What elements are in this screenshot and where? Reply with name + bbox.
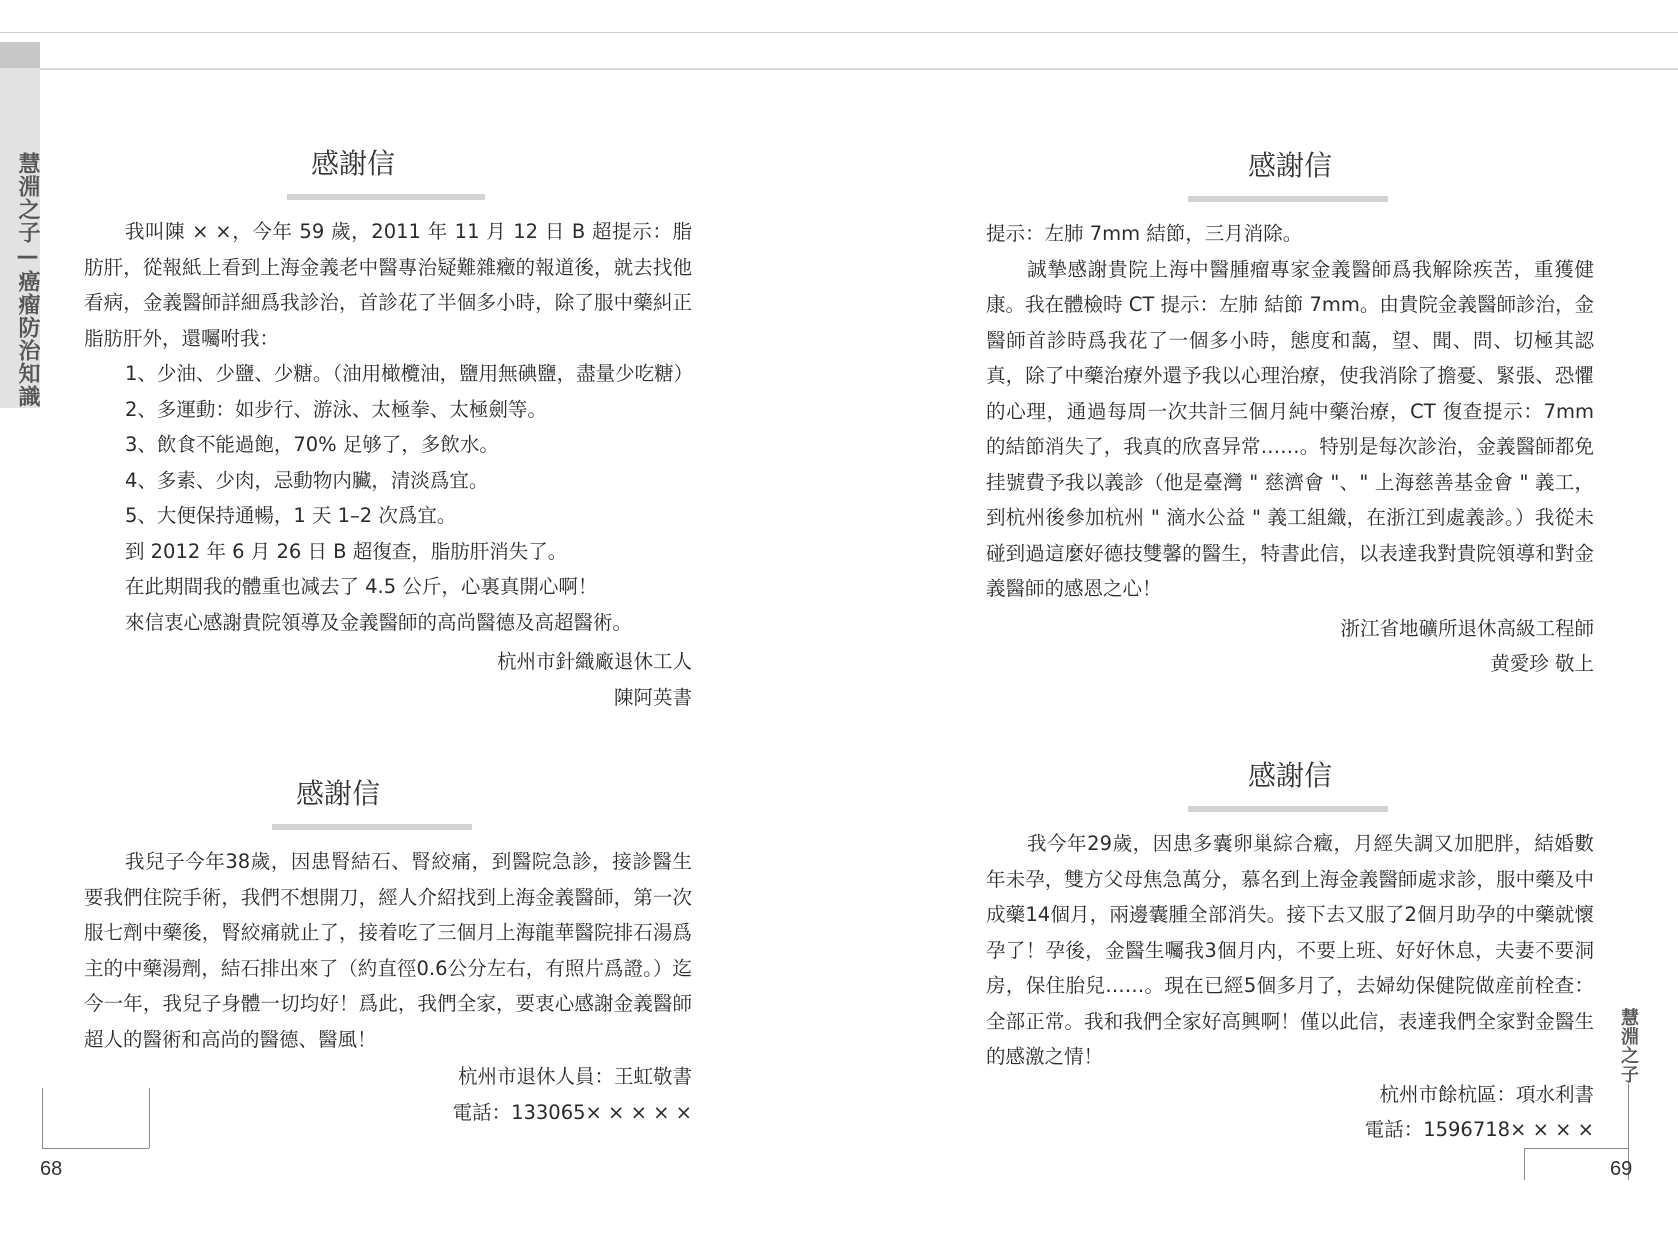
signature-line: 電話：1596718× × × × (1364, 1118, 1594, 1141)
signature-line: 電話：133065× × × × × (452, 1100, 692, 1124)
corner-mark-left-base (42, 1148, 149, 1149)
letter-lead: 提示：左肺 7mm 結節，三月消除。 (986, 222, 1303, 245)
signature-line: 杭州市退休人員：王虹敬書 (457, 1065, 692, 1088)
page-number-left: 68 (40, 1158, 63, 1180)
letter-title: 感謝信 (1247, 149, 1332, 182)
letter-item: 2、多運動：如步行、游泳、太極拳、太極劍等。 (124, 397, 547, 421)
corner-mark-right-inner (1524, 1148, 1525, 1180)
letter-title: 感謝信 (1247, 759, 1332, 792)
letter-2 (84, 772, 692, 1130)
signature-line: 浙江省地礦所退休高級工程師 (1340, 616, 1594, 640)
signature-line: 杭州市針織廠退休工人 (496, 650, 692, 673)
side-running-title: 慧淵之子—癌瘤防治知識 (15, 152, 40, 408)
signature-line: 杭州市餘杭區：項水利書 (1379, 1082, 1594, 1106)
letter-item: 在此期間我的體重也减去了 4.5 公斤，心裏真開心啊！ (124, 575, 598, 598)
letter-item: 到 2012 年 6 月 26 日 B 超復查，脂肪肝消失了。 (124, 539, 568, 563)
letter-3 (986, 144, 1594, 682)
page-number-right: 69 (1610, 1158, 1633, 1180)
letter-title: 感謝信 (295, 777, 380, 810)
letter-4 (986, 754, 1594, 1148)
side-running-title-right: 慧淵之子 (1618, 1008, 1639, 1084)
letter-paragraph: 我今年29歲，因患多囊卵巢綜合癥，月經失調又加肥胖，結婚數年未孕，雙方父母焦急萬分，慕名到上海金義醫師處求診，服中藥及中成藥14個月，兩邊囊腫全部消失。接下去又服了2個月助孕的中藥就懷孕了！孕後，金醫生囑我3個月内，不要上班、好好休息，夫妻不要洞房，保住胎兒……。現在已經5個多月了，去婦幼保健院做産前栓查：全部正常。我和我們全家好高興啊！僅以此信，表達我們全家對金醫生的感激之情！ (986, 832, 1594, 1068)
top-rule (0, 32, 1678, 33)
letter-paragraph: 我兒子今年38歲，因患腎結石、腎絞痛，到醫院急診，接診醫生要我們住院手術，我們不想開刀，經人介紹找到上海金義醫師，第一次服七劑中藥後，腎絞痛就止了，接着吃了三個月上海龍華醫院排石湯爲主的中藥湯劑，結石排出來了（約直徑0.6公分左右，有照片爲證。）迄今一年，我兒子身體一切均好！爲此，我們全家，要衷心感謝金義醫師超人的醫術和高尚的醫德、醫風！ (84, 850, 692, 1051)
letter-paragraph: 誠摯感謝貴院上海中醫腫瘤專家金義醫師爲我解除疾苦，重獲健康。我在體檢時 CT 提示：左肺 結節 7mm。由貴院金義醫師診治，金醫師首診時爲我花了一個多小時，態度和藹，望、聞、問、切極其認真，除了中藥治療外還予我以心理治療，使我消除了擔憂、緊張、恐懼的心理，通過每周一次共計三個月純中藥治療，CT 復查提示：7mm 的結節消失了，我真的欣喜异常……。特别是每次診治，金義醫師都免挂號費予我以義診（他是臺灣 " 慈濟會 "、" 上海慈善基金會 " 義工，到杭州後參加杭州 " 滴水公益 " 義工組織，在浙江到處義診。）我從未碰到過這麼好德技雙馨的醫生，特書此信，以表達我對貴院領導和對金義醫師的感恩之心！ (986, 257, 1594, 600)
letter-title: 感謝信 (310, 147, 395, 180)
letter-1 (84, 142, 692, 715)
side-tab-cap (0, 42, 40, 68)
letter-item: 4、多素、少肉，忌動物内臟，清淡爲宜。 (124, 468, 489, 492)
header-rule (40, 68, 1678, 70)
letter-item: 1、少油、少鹽、少糖。（油用橄欖油，鹽用無碘鹽，盡量少吃糖） (124, 362, 694, 385)
corner-mark-right-base (1524, 1148, 1628, 1149)
letter-paragraph: 我叫陳 × ×，今年 59 歲，2011 年 11 月 12 日 B 超提示：脂肪肝，從報紙上看到上海金義老中醫專治疑難雜癥的報道後，就去找他看病，金義醫師詳細爲我診治，首診花了半個多小時，除了服中藥糾正脂肪肝外，還囑咐我： (84, 220, 692, 350)
letter-item: 5、大便保持通暢，1 天 1–2 次爲宜。 (124, 504, 457, 527)
letter-item: 3、飲食不能過飽，70% 足够了，多飲水。 (124, 433, 499, 456)
signature-line: 黄愛珍 敬上 (1490, 652, 1594, 675)
letter-item: 來信衷心感謝貴院領導及金義醫師的高尚醫德及高超醫術。 (124, 610, 632, 634)
signature-line: 陳阿英書 (613, 685, 692, 709)
